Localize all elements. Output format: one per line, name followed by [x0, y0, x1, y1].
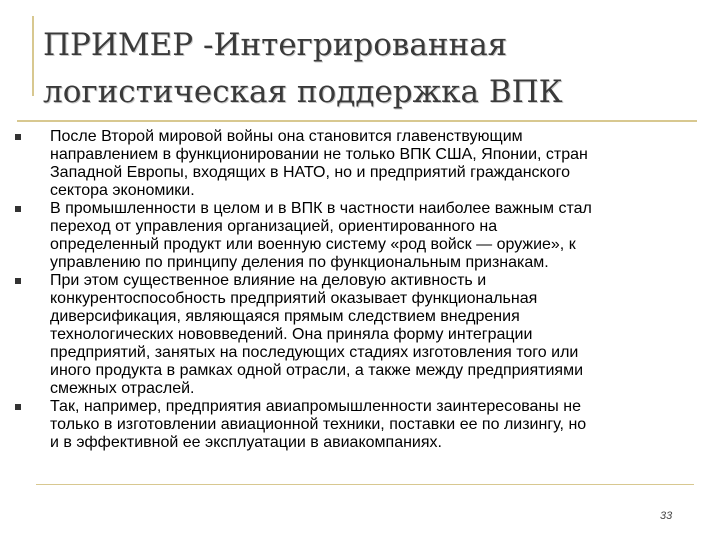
- bullet-text-line: переход от управления организацией, ориентированного на: [50, 218, 498, 235]
- bullet-text-line: смежных отраслей.: [50, 380, 195, 397]
- bullet-text-line: направлением в функционировании не только ВПК США, Японии, стран: [50, 146, 588, 163]
- square-bullet-icon: [15, 206, 21, 212]
- title-accent-vertical-line: [32, 16, 34, 96]
- bullet-text-line: предприятий, занятых на последующих стадиях изготовления того или: [50, 344, 579, 361]
- bullet-text-line: и в эффективной ее эксплуатации в авиакомпаниях.: [50, 434, 442, 451]
- bullet-text-line: конкурентоспособность предприятий оказывает функциональная: [50, 290, 538, 307]
- bullet-text-line: определенный продукт или военную систему «род войск — оружие», к: [50, 236, 576, 253]
- bullet-text-line: сектора экономики.: [50, 182, 195, 199]
- bullet-item: [0, 128, 720, 200]
- bullet-text-line: технологических нововведений. Она приняла форму интеграции: [50, 326, 533, 343]
- bullet-text-line: иного продукта в рамках одной отрасли, а также между предприятиями: [50, 362, 584, 379]
- slide-title: [43, 22, 683, 116]
- bullet-item: [0, 200, 720, 272]
- bullet-text-line: При этом существенное влияние на деловую активность и: [50, 272, 487, 289]
- bullet-item: [0, 398, 720, 452]
- bullet-text-line: диверсификация, являющаяся прямым следствием внедрения: [50, 308, 520, 325]
- bullet-text-line: управлению по принципу деления по функциональным признакам.: [50, 254, 549, 271]
- square-bullet-icon: [15, 134, 21, 140]
- slide-title-line-2: логистическая поддержка ВПК: [43, 74, 563, 110]
- bullet-list: [0, 128, 720, 452]
- bullet-text-line: В промышленности в целом и в ВПК в частности наиболее важным стал: [50, 200, 592, 217]
- square-bullet-icon: [15, 278, 21, 284]
- bullet-text-line: только в изготовлении авиационной техники, поставки ее по лизингу, но: [50, 416, 587, 433]
- footer-divider: [36, 484, 694, 485]
- title-accent-horizontal-line: [17, 120, 697, 122]
- bullet-text-line: Западной Европы, входящих в НАТО, но и предприятий гражданского: [50, 164, 571, 181]
- slide-title-line-1: ПРИМЕР -Интегрированная: [43, 27, 508, 63]
- bullet-item: [0, 272, 720, 398]
- square-bullet-icon: [15, 404, 21, 410]
- bullet-text-line: После Второй мировой войны она становится главенствующим: [50, 128, 523, 145]
- page-number: 33: [660, 510, 673, 522]
- bullet-text-line: Так, например, предприятия авиапромышленности заинтересованы не: [50, 398, 581, 415]
